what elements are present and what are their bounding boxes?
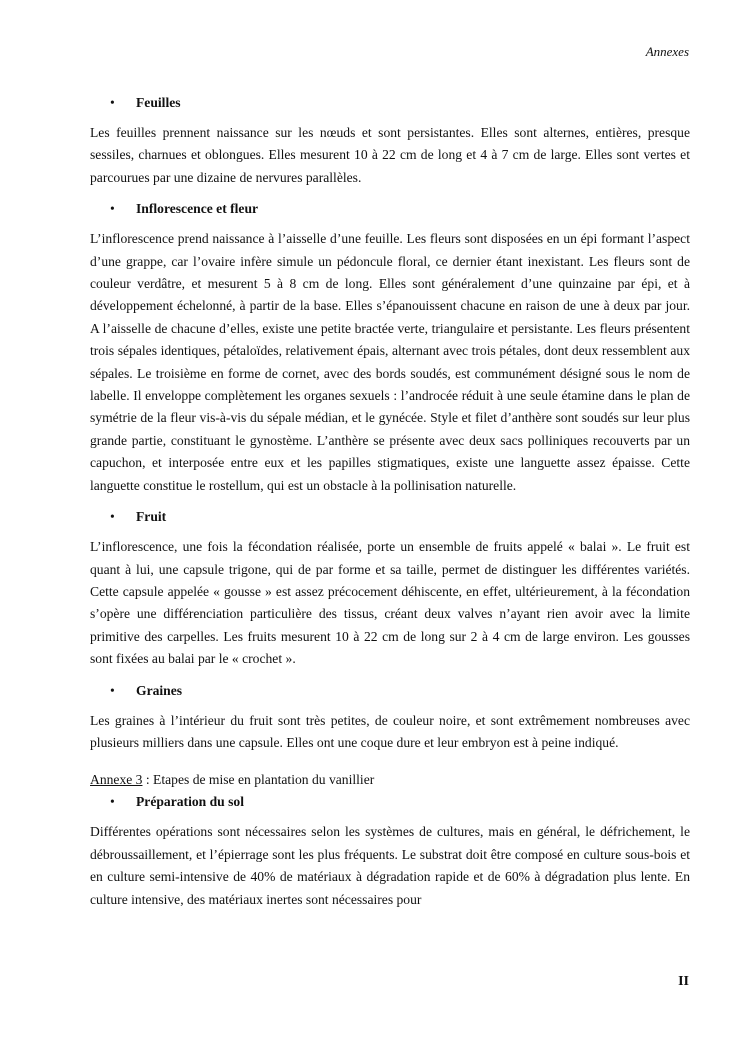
heading-inflorescence bbox=[90, 199, 690, 219]
heading-feuilles bbox=[90, 93, 690, 113]
page-content bbox=[90, 93, 690, 911]
bullet-icon: • bbox=[110, 95, 115, 110]
paragraph-inflorescence: L’inflorescence prend naissance à l’aisselle d’une feuille. Les fleurs sont disposées en un épi formant l’aspect d’une grappe, car l’ovaire infère simule un pédoncule floral, ce dernier étant inexistant. Les fleurs sont de couleur verdâtre, et mesurent 5 à 8 cm de long. Elles sont généralement d’une quinzaine par épi, et à développement échelonné, à partir de la base. Elles s’épanouissent chacune en raison de une à deux par jour. A l’aisselle de chacune d’elles, existe une petite bractée verte, triangulaire et persistante. Les fleurs présentent trois sépales identiques, pétaloïdes, relativement épais, alternant avec trois pétales, dont deux ressemblent aux sépales. Le troisième en forme de cornet, avec des bords soudés, est communément désigné sous le nom de labelle. Il enveloppe complètement les organes sexuels : l’androcée réduit à une seule étamine dans le plan de symétrie de la fleur vis-à-vis du sépale médian, et le gynécée. Style et filet d’anthère sont soudés sur leur plus grande partie, constituant le gynostème. L’anthère se présente avec deux sacs polliniques recouverts par un capuchon, et interposée entre eux et les papilles stigmatiques, existe une languette assez épaisse. Cette languette constitue le rostellum, qui est un obstacle à la pollinisation naturelle. bbox=[90, 231, 690, 493]
paragraph-fruit: L’inflorescence, une fois la fécondation réalisée, porte un ensemble de fruits appelé « balai ». Le fruit est quant à lui, une capsule trigone, qui de par forme et sa taille, permet de distinguer les différentes variétés. Cette capsule appelée « gousse » est assez précocement déhiscente, en effet, ultérieurement, à la fécondation s’opère une différenciation particulière des tissus, créant deux valves n’ayant rien avoir avec la limite primitive des carpelles. Les fruits mesurent 10 à 22 cm de long sur 2 à 4 cm de large environ. Les gousses sont fixées au balai par le « crochet ». bbox=[90, 539, 690, 667]
heading-fruit-text: Fruit bbox=[136, 509, 167, 525]
bullet-icon: • bbox=[110, 682, 115, 698]
paragraph-preparation-sol: Différentes opérations sont nécessaires selon les systèmes de cultures, mais en général, le défrichement, le débroussaillement, et l’épierrage sont les plus fréquents. Le substrat doit être composé en culture sous-bois et en culture semi-intensive de 40% de matériaux à dégradation rapide et de 60% à dégradation plus lente. En culture intensive, des matériaux inertes sont nécessaires pour bbox=[90, 824, 690, 907]
heading-graines-text: Graines bbox=[136, 682, 183, 698]
page-number: II bbox=[678, 974, 689, 989]
bullet-icon: • bbox=[110, 794, 115, 810]
heading-feuilles-text: Feuilles bbox=[136, 95, 181, 110]
heading-inflorescence-text: Inflorescence et fleur bbox=[136, 201, 259, 217]
heading-preparation-sol-text: Préparation du sol bbox=[136, 794, 244, 810]
heading-preparation-sol bbox=[90, 792, 690, 812]
paragraph-graines: Les graines à l’intérieur du fruit sont très petites, de couleur noire, et sont extrêmement nombreuses avec plusieurs milliers dans une capsule. Elles ont une coque dure et leur embryon est à peine indiqué. bbox=[90, 712, 690, 750]
heading-fruit bbox=[90, 507, 690, 527]
heading-graines bbox=[90, 681, 690, 701]
annex-3-label: Annexe 3 bbox=[90, 772, 143, 788]
bullet-icon: • bbox=[110, 201, 115, 217]
annex-3-title-text: : Etapes de mise en plantation du vanillier bbox=[142, 772, 375, 788]
bullet-icon: • bbox=[110, 509, 115, 525]
paragraph-feuilles: Les feuilles prennent naissance sur les nœuds et sont persistantes. Elles sont alternes, entières, presque sessiles, charnues et oblongues. Elles mesurent 10 à 22 cm de long et 4 à 7 cm de large. Elles sont vertes et parcourues par une dizaine de nervures parallèles. bbox=[90, 125, 690, 185]
running-header: Annexes bbox=[645, 44, 689, 59]
annex-3-title bbox=[90, 770, 690, 790]
